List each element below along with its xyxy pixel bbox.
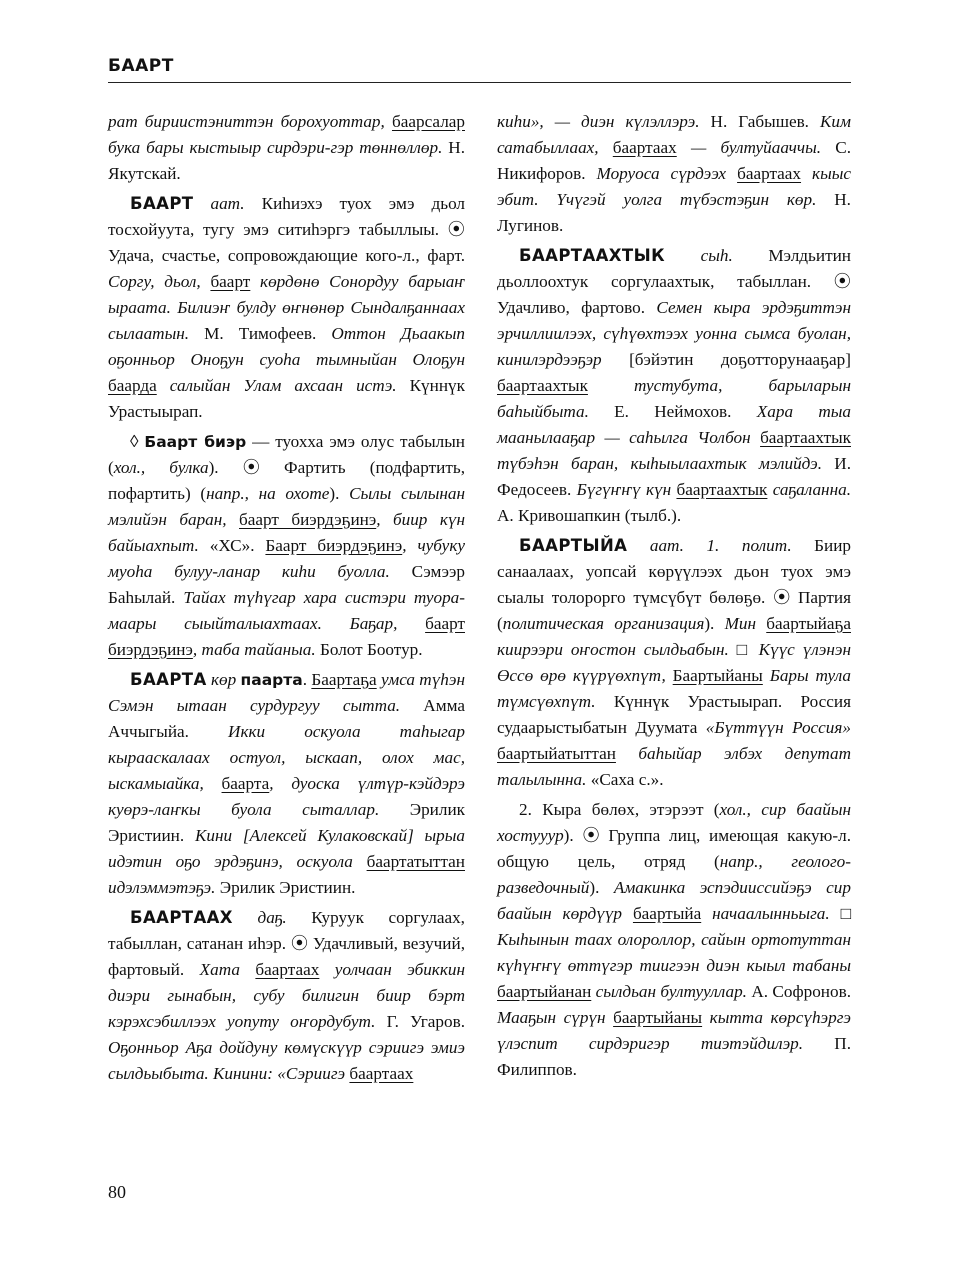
- left-column: [108, 109, 465, 1091]
- right-column: [497, 109, 851, 1087]
- headword: БААРТА: [130, 670, 207, 689]
- entry-continuation: киһи», — диэн күлэллэрэ. Н. Габышев. Ким сатабыллаах, баартаах — бултуйааччы. С. Никифоров. Моруоса сүрдээх баартаах кыыс эбит. Үчүгэй уолга түбэстэҕин көр. Н. Лугинов.: [497, 112, 851, 235]
- entry-continuation: рат бириистэниттэн борохуоттар, баарсалар бука бары кыстыыр сирдэри-гэр төннөллөр. Н. Якутскай.: [108, 112, 465, 183]
- running-head: БААРТ: [108, 56, 174, 76]
- box-icon: □: [840, 904, 851, 923]
- entry-baartyia-sense-2: 2. Кыра бөлөх, этэрээт (хол., сир баайын хостууур). ⦿ Группа лиц, имеющая какую-л. общую цель, отряд (напр., геолого-разведочный). Амакинка эспэдииссийэҕэ сир баайын көрдүүр баартыйа начаалынньыга. □ Кыһынын таах олороллор, сайын ортотуттан күһүҥҥү өттүгэр тиигээн диэн кыыл табаны баартыйанан сылдьан бултууллар. А. Софронов. Мааҕын сүрүн баартыйаны кытта көрсүһэргэ үлэспит сирдэригэр тиэтэйдилэр. П. Филиппов.: [497, 800, 851, 1079]
- headword: БААРТЫЙА: [519, 536, 628, 555]
- entry-baarta: БААРТА көр паарта. Баартаҕа умса түһэн Сэмэн ытаан сурдургуу сытта. Амма Аччыгыйа. Икки оскуола таһыгар кырааскалаах остуол, ыскаап, олох мас, ыскамыайка, баарта, дуоска үлтүр-кэйдэрэ куөрэ-лаҥкы буола сыталлар. Эрилик Эристиин. Кини [Алексей Кулаковскай] ырыа идэтин оҕо эрдэҕинэ, оскуола баартатыттан идэлэммэтэҕэ. Эрилик Эристиин.: [108, 670, 466, 897]
- entry-baart: БААРТ аат. Киһиэхэ туох эмэ дьол тосхойуута, тугу эмэ ситиһэргэ табыллыы. ⦿ Удача, счастье, сопровождающие кого-л., фарт. Соргу, дьол, баарт көрдөнө Сонордуу барыаҥ ыраата. Билиэҥ булду өҥнөнөр Сындалҕаннаах сылаатын. М. Тимофеев. Оттон Дьаакып оҕонньор Оноҕун суоһа тымныйан Олоҕун баарда салыйан Улам ахсаан истэ. Күннүк Урастыырап.: [108, 194, 466, 421]
- headword: БААРТААХТЫК: [519, 246, 665, 265]
- header-rule: [108, 82, 851, 83]
- box-icon: □: [736, 640, 751, 659]
- entry-baart-bier: ◊ Баарт биэр — туохха эмэ олус табылын (хол., булка). ⦿ Фартить (подфартить, пофартить) (напр., на охоте). Сылы сылынан мэлийэн баран, баарт биэрдэҕинэ, биир күн байыахпыт. «ХС». Баарт биэрдэҕинэ, чубуку муоһа булуу-ланар киһи буолла. Сэмээр Баһылай. Тайах түһүгар хара систэри туора-маары сыыйталыахтаах. Баҕар, баарт биэрдэҕинэ, таба тайаныа. Болот Боотур.: [108, 432, 466, 659]
- entry-baartaakh: БААРТААХ даҕ. Куруук соргулаах, табыллан, сатанан иһэр. ⦿ Удачливый, везучий, фартовый. Хата баартаах уолчаан эбиккин диэри гынабын, субу билигин биир бэрт кэрэхсэбиллээх уопуту оҥордубут. Г. Угаров. Оҕонньор Аҕа дойдуну көмүскүүр сэриигэ эмиэ сылдьыбыта. Кинини: «Сэриигэ баартаах: [108, 908, 466, 1083]
- subentry-headword: Баарт биэр: [144, 433, 247, 451]
- page-number: 80: [108, 1182, 126, 1202]
- headword: БААРТ: [130, 194, 194, 213]
- entry-baartaakhtyk: БААРТААХТЫК сыһ. Мэлдьитин дьоллоохтук соргулаахтык, табыллан. ⦿ Удачливо, фартово. Семен кыра эрдэҕиттэн эрчиллиилээх, сүһүөхтээх уонна сымса буолан, кинилэрдээҕэр [бэйэтин доҕотторунааҕар] баартаахтык тустубута, барыларын баһыйбыта. Е. Неймохов. Хара тыа маанылааҕар — саһылга Чолбон баартаахтык түбэһэн баран, кыһыылаахтык мэлийдэ. И. Федосеев. Бүгүҥҥү күн баартаахтык саҕаланна. А. Кривошапкин (тылб.).: [497, 246, 851, 525]
- headword: БААРТААХ: [130, 908, 233, 927]
- entry-baartyia: БААРТЫЙА аат. 1. полит. Биир санаалаах, уопсай көрүүлээх дьон туох эмэ сыалы толорорго түмсүбүт бөлөҕө. ⦿ Партия (политическая организация). Мин баартыйаҕа киирээри оҥостон сылдьабын. □ Күүс үлэнэн Өссө өрө күүрүөхпүт, Баартыйаны Бары тула түмсүөхпүт. Күннүк Урастыырап. Россия судаарыстыбатын Дуумата «Бүттүүн Россия» баартыйатыттан баһыйар элбэх депутат талылынна. «Саха с.».: [497, 536, 852, 789]
